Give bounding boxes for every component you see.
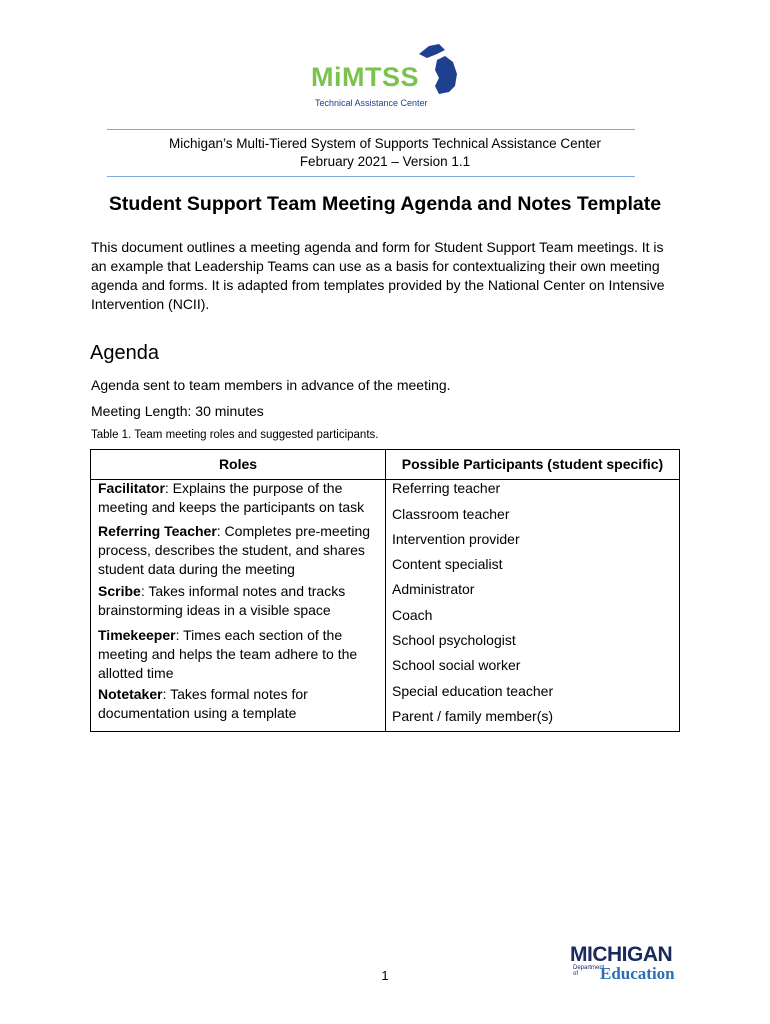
logo-wordmark: MiMTSS — [311, 62, 419, 92]
participant-item: Referring teacher — [392, 480, 501, 496]
participant-item: Coach — [392, 607, 433, 623]
participant-item: Content specialist — [392, 556, 503, 572]
agenda-sent-note: Agenda sent to team members in advance of the meeting. — [91, 377, 451, 393]
agenda-heading: Agenda — [90, 342, 159, 364]
role-description: : Times each section of the meeting and helps the team adhere to the allotted time — [98, 627, 358, 681]
intro-paragraph: This document outlines a meeting agenda and form for Student Support Team meetings. It is an example that Leadership Teams can use as a basis for contextualizing their own meeting agenda and forms. It is adapted from templates provided by the National Center on Intensive Intervention (NCII). — [91, 239, 665, 312]
role-scribe — [98, 582, 380, 620]
role-description: : Takes formal notes for documentation using a template — [98, 686, 308, 721]
table-column-divider — [385, 450, 386, 731]
role-name: Facilitator — [98, 480, 165, 496]
participant-item: School social worker — [392, 657, 521, 673]
role-name: Scribe — [98, 583, 141, 599]
participant-item: Classroom teacher — [392, 506, 510, 522]
mde-logo-education: Education — [600, 964, 675, 983]
mde-logo — [570, 943, 685, 988]
mde-logo-wordmark: MICHIGAN — [570, 943, 673, 966]
mimtss-logo — [305, 40, 465, 112]
org-line: Michigan’s Multi-Tiered System of Supports Technical Assistance Center — [169, 136, 601, 151]
page-number: 1 — [381, 968, 389, 983]
table-header-roles: Roles — [218, 456, 258, 472]
role-notetaker — [98, 685, 380, 723]
roles-table — [90, 449, 680, 732]
role-description: : Completes pre-meeting process, describes the student, and shares student data during the meeting — [98, 523, 371, 577]
michigan-map-icon — [415, 40, 463, 102]
logo-subtitle: Technical Assistance Center — [315, 98, 428, 108]
role-description: : Takes informal notes and tracks brainstorming ideas in a visible space — [98, 583, 346, 618]
participant-item: Administrator — [392, 581, 475, 597]
mde-logo-department: Department of — [573, 965, 605, 977]
role-name: Notetaker — [98, 686, 163, 702]
header-rule-bottom — [107, 176, 635, 177]
role-referring-teacher — [98, 522, 380, 579]
role-facilitator — [98, 479, 380, 517]
table-caption: Table 1. Team meeting roles and suggested participants. — [91, 429, 379, 441]
role-name: Referring Teacher — [98, 523, 217, 539]
participant-item: Intervention provider — [392, 531, 520, 547]
header-rule-top — [107, 129, 635, 130]
role-timekeeper — [98, 626, 380, 683]
participant-item: Special education teacher — [392, 683, 554, 699]
role-name: Timekeeper — [98, 627, 176, 643]
table-header-participants: Possible Participants (student specific) — [401, 456, 664, 472]
document-title: Student Support Team Meeting Agenda and Notes Template — [108, 193, 662, 215]
meeting-length: Meeting Length: 30 minutes — [91, 403, 264, 419]
version-line: February 2021 – Version 1.1 — [299, 154, 471, 169]
role-description: : Explains the purpose of the meeting and keeps the participants on task — [98, 480, 365, 515]
participant-item: School psychologist — [392, 632, 516, 648]
participant-item: Parent / family member(s) — [392, 708, 554, 724]
